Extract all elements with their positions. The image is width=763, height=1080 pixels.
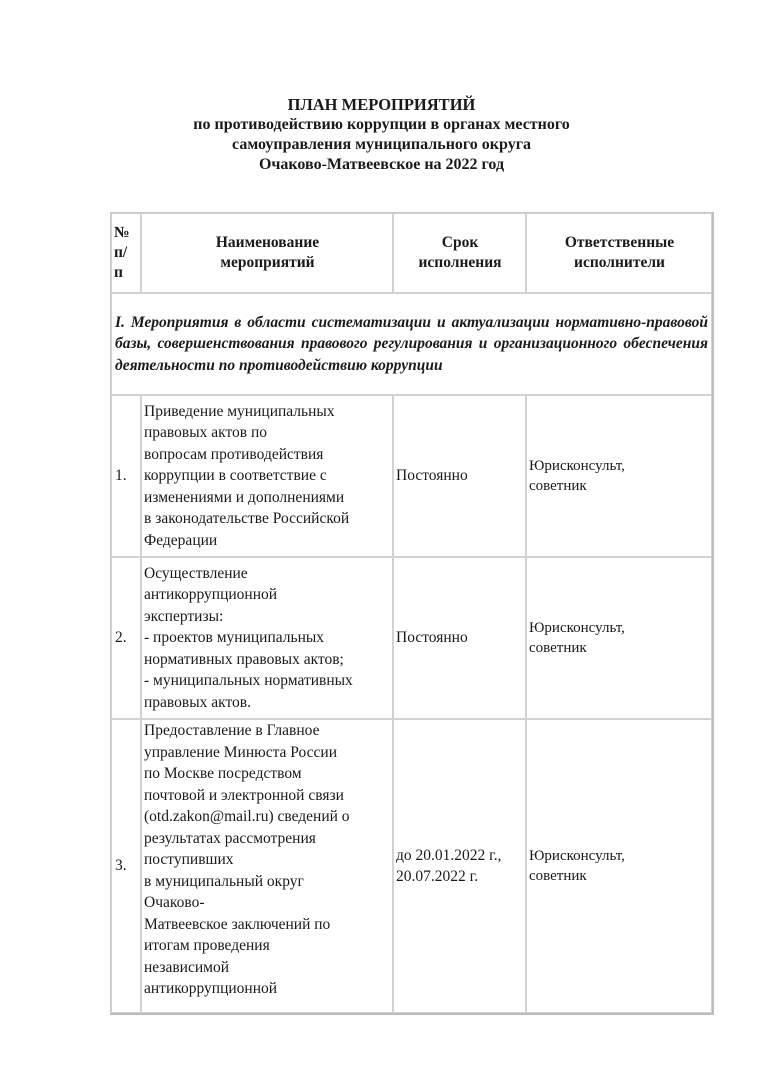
section-heading: I. Мероприятия в области систематизации и актуализации нормативно-правовой базы, совершенствования правового регулирования и организационного обеспечения деятельности по противодействию коррупции [111, 293, 712, 395]
header-number [111, 213, 141, 293]
header-number-line: п/ [114, 244, 128, 261]
row-term [393, 557, 526, 719]
activity-line: в муниципальный округ [144, 872, 304, 890]
activity-line: Федерации [144, 531, 218, 549]
responsible-line: Юрисконсульт, [529, 848, 625, 864]
term-line: до 20.01.2022 г., [396, 846, 502, 864]
table-row [111, 719, 712, 1013]
header-number-line: п [114, 264, 123, 281]
activity-line: почтовой и электронной связи [144, 786, 344, 804]
header-name-line: мероприятий [220, 254, 315, 271]
header-name-line: Наименование [215, 234, 320, 251]
header-term-line: исполнения [418, 254, 502, 271]
row-activity-name [141, 719, 393, 1013]
activity-line: Осуществление [144, 564, 248, 582]
row-number: 2. [111, 557, 141, 719]
activity-line: результатах рассмотрения [144, 829, 316, 847]
activity-line: Предоставление в Главное [144, 722, 320, 739]
document-subtitle-line-2: самоуправления муниципального округа [232, 136, 531, 153]
plan-table [110, 212, 714, 1015]
header-term [393, 213, 526, 293]
document-title: ПЛАН МЕРОПРИЯТИЙ [287, 95, 476, 114]
activity-line: правовых актов. [144, 693, 251, 711]
activity-line: независимой [144, 958, 230, 976]
activity-line: Матвеевское заключений по [144, 915, 331, 933]
activity-line: в законодательстве Российской [144, 510, 350, 528]
activity-line: коррупции в соответствие с [144, 467, 327, 485]
document-subtitle-line-3: Очаково-Матвеевское на 2022 год [258, 156, 505, 173]
row-responsible [526, 719, 712, 1013]
row-term [393, 719, 526, 1013]
activity-line: вопросам противодействия [144, 445, 324, 463]
activity-line: - проектов муниципальных [144, 629, 325, 647]
row-number: 3. [111, 719, 141, 1013]
activity-line: итогам проведения [144, 937, 270, 954]
header-responsible [526, 213, 712, 293]
responsible-line: советник [529, 868, 587, 884]
term-line: Постоянно [396, 467, 468, 485]
activity-line: правовых актов по [144, 424, 268, 442]
row-number: 1. [111, 395, 141, 557]
header-number-line: № [114, 224, 130, 241]
table-header-row [111, 213, 712, 293]
activity-line: Приведение муниципальных [144, 402, 335, 420]
header-responsible-line: исполнители [574, 254, 665, 271]
table-row [111, 395, 712, 557]
activity-line: нормативных правовых актов; [144, 650, 344, 668]
responsible-line: Юрисконсульт, [529, 620, 625, 636]
section-row [111, 293, 712, 395]
row-term [393, 395, 526, 557]
term-line: Постоянно [396, 629, 468, 647]
row-activity-name [141, 395, 393, 557]
activity-line: Очаково- [144, 894, 205, 911]
activity-line: - муниципальных нормативных [144, 672, 353, 690]
activity-line: изменениями и дополнениями [144, 488, 345, 506]
activity-line: антикоррупционной [144, 586, 278, 604]
row-responsible [526, 395, 712, 557]
term-line: 20.07.2022 г. [396, 868, 479, 885]
header-name [141, 213, 393, 293]
activity-line: (otd.zakon@mail.ru) сведений о [144, 808, 350, 825]
table-row [111, 557, 712, 719]
activity-line: по Москве посредством [144, 765, 302, 782]
document-title-block [0, 95, 763, 175]
activity-line: поступивших [144, 851, 234, 868]
responsible-line: советник [529, 640, 587, 656]
document-subtitle-line-1: по противодействию коррупции в органах местного [193, 116, 570, 133]
row-activity-name [141, 557, 393, 719]
header-responsible-line: Ответственные [564, 234, 675, 251]
responsible-line: советник [529, 478, 587, 494]
responsible-line: Юрисконсульт, [529, 458, 625, 474]
activity-line: экспертизы: [144, 607, 224, 625]
activity-line: управление Минюста России [144, 743, 338, 761]
activity-line: антикоррупционной [144, 980, 278, 997]
header-term-line: Срок [441, 234, 479, 251]
row-responsible [526, 557, 712, 719]
